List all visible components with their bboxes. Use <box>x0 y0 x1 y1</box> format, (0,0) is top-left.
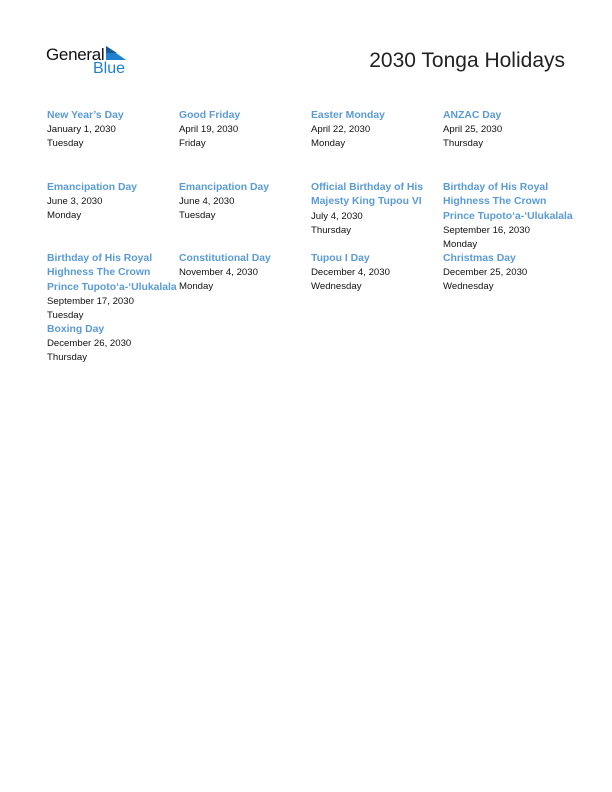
holiday-entry <box>179 252 311 323</box>
holiday-weekday: Tuesday <box>47 138 84 150</box>
holiday-entry <box>47 323 179 365</box>
holiday-entry <box>179 109 311 151</box>
holiday-weekday: Thursday <box>443 138 483 150</box>
brand-flag-icon <box>106 46 126 60</box>
holiday-name: Boxing Day <box>47 323 105 335</box>
holiday-name: Christmas Day <box>443 252 516 264</box>
holiday-weekday: Tuesday <box>47 309 84 321</box>
holiday-name: New Year’s Day <box>47 110 124 121</box>
holiday-date: June 4, 2030 <box>179 196 235 208</box>
holiday-weekday: Monday <box>311 138 346 150</box>
holiday-weekday: Friday <box>179 138 206 150</box>
holiday-entry <box>179 181 311 252</box>
holiday-date: January 1, 2030 <box>47 124 116 136</box>
holiday-weekday: Thursday <box>47 351 87 363</box>
holiday-date: December 4, 2030 <box>311 267 390 279</box>
holiday-name: Good Friday <box>179 110 241 121</box>
holiday-name: Birthday of His Royal Highness The Crown Prince Tupoto‘a-‘Ulukalala <box>47 252 177 293</box>
holiday-name: Constitutional Day <box>179 252 271 264</box>
holiday-date: September 17, 2030 <box>47 296 134 308</box>
holiday-grid <box>47 109 572 365</box>
brand-logo <box>46 44 136 80</box>
page-title: 2030 Tonga Holidays <box>369 49 565 72</box>
holiday-entry <box>443 252 575 323</box>
holiday-name: Easter Monday <box>311 110 385 121</box>
holiday-weekday: Tuesday <box>179 210 216 222</box>
holiday-weekday: Thursday <box>311 224 351 236</box>
holiday-name: Birthday of His Royal Highness The Crown Prince Tupoto‘a-‘Ulukalala <box>443 182 573 222</box>
holiday-entry <box>311 109 443 151</box>
holiday-name: Official Birthday of His Majesty King Tupou VI <box>311 182 424 208</box>
holiday-row <box>47 323 572 365</box>
holiday-weekday: Monday <box>443 239 478 251</box>
holiday-entry <box>47 252 179 323</box>
brand-general-text: General <box>46 45 105 64</box>
holiday-weekday: Wednesday <box>311 281 362 293</box>
holiday-name: Emancipation Day <box>179 182 270 193</box>
holiday-entry <box>443 109 575 151</box>
holiday-entry <box>47 109 179 151</box>
holiday-date: July 4, 2030 <box>311 210 363 222</box>
holiday-date: December 25, 2030 <box>443 267 528 279</box>
holiday-entry <box>443 181 575 252</box>
holiday-row <box>47 181 572 252</box>
holiday-entry <box>311 181 443 252</box>
holiday-name: Tupou I Day <box>311 252 370 264</box>
holiday-row <box>47 109 572 151</box>
holiday-date: December 26, 2030 <box>47 338 132 350</box>
holiday-entry <box>47 181 179 252</box>
holiday-date: September 16, 2030 <box>443 225 530 237</box>
holiday-date: November 4, 2030 <box>179 267 258 279</box>
holiday-row <box>47 252 572 323</box>
holiday-date: April 22, 2030 <box>311 124 371 136</box>
row-spacer <box>47 151 572 181</box>
holiday-date: April 19, 2030 <box>179 124 239 136</box>
holiday-date: June 3, 2030 <box>47 196 103 208</box>
holiday-entry <box>311 252 443 323</box>
holiday-weekday: Monday <box>47 210 82 222</box>
holiday-weekday: Monday <box>179 281 214 293</box>
holiday-weekday: Wednesday <box>443 281 494 293</box>
brand-blue-text: Blue <box>93 60 126 77</box>
holiday-name: ANZAC Day <box>443 110 502 121</box>
holiday-name: Emancipation Day <box>47 182 138 193</box>
holiday-date: April 25, 2030 <box>443 124 503 136</box>
